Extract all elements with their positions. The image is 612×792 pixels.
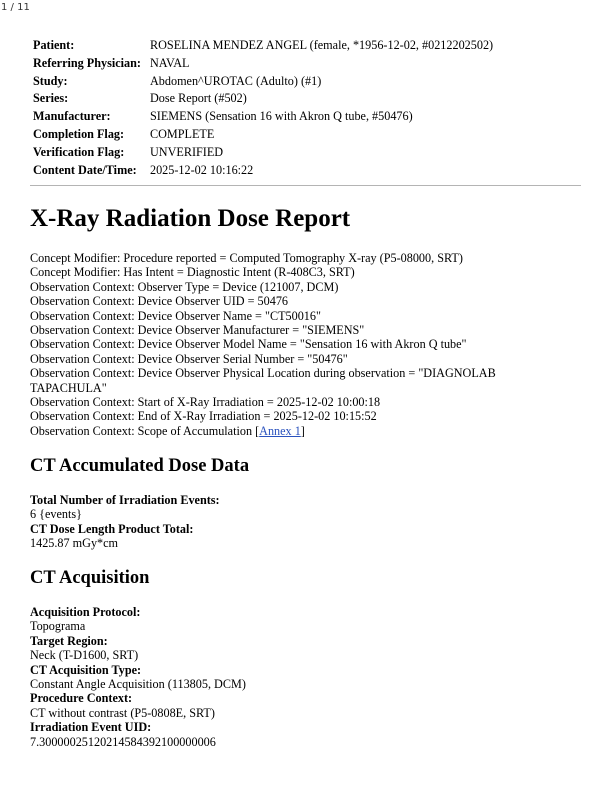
field-label: Procedure Context:	[30, 691, 133, 706]
observation-line: Observation Context: Device Observer Name = "CT50016"	[30, 308, 321, 323]
observation-line: Observation Context: Start of X-Ray Irradiation = 2025-12-02 10:00:18	[30, 395, 381, 410]
header-value: COMPLETE	[149, 126, 215, 141]
field-value: CT without contrast (P5-0808E, SRT)	[30, 705, 215, 720]
field-label: Irradiation Event UID:	[30, 720, 152, 735]
field-label: Acquisition Protocol:	[30, 605, 141, 619]
scope-suffix: ]	[300, 423, 305, 438]
observation-line: Observation Context: Device Observer Physical Location during observation = "DIAGNOLAB TAPACHULA"	[30, 366, 496, 395]
observation-line: Observation Context: Device Observer Manufacturer = "SIEMENS"	[30, 323, 365, 338]
observation-line: Observation Context: Device Observer Serial Number = "50476"	[30, 351, 348, 366]
header-row-referring-physician	[30, 55, 496, 73]
header-row-completion-flag	[30, 126, 496, 144]
field-value: 7.30000025120214584392100000006	[30, 734, 216, 749]
header-row-study	[30, 73, 496, 91]
header-label: Completion Flag:	[33, 126, 125, 141]
field-label: Total Number of Irradiation Events:	[30, 493, 220, 507]
scope-prefix: Observation Context: Scope of Accumulation [	[30, 423, 260, 438]
observation-line: Observation Context: Observer Type = Device (121007, DCM)	[30, 279, 339, 294]
field-label: Target Region:	[30, 633, 108, 648]
header-label: Study:	[33, 73, 68, 88]
header-row-series	[30, 90, 496, 108]
report-header-table	[30, 37, 496, 179]
header-row-content-datetime	[30, 162, 496, 180]
ct-acquisition-data	[30, 605, 246, 749]
header-label: Manufacturer:	[33, 109, 111, 124]
header-divider	[30, 185, 581, 186]
field-label: CT Dose Length Product Total:	[30, 521, 194, 536]
header-row-patient	[30, 37, 496, 55]
header-value: ROSELINA MENDEZ ANGEL (female, *1956-12-02, #0212202502)	[149, 38, 494, 52]
header-value: 2025-12-02 10:16:22	[149, 162, 254, 177]
field-value: Constant Angle Acquisition (113805, DCM)	[30, 677, 246, 692]
header-value: SIEMENS (Sensation 16 with Akron Q tube, #50476)	[149, 109, 413, 124]
observation-line: Concept Modifier: Has Intent = Diagnostic Intent (R-408C3, SRT)	[30, 265, 355, 280]
report-title: X-Ray Radiation Dose Report	[30, 205, 351, 232]
page-indicator: 1 / 11	[1, 2, 30, 13]
field-value: 6 {events}	[30, 507, 82, 522]
header-label: Referring Physician:	[33, 55, 141, 70]
header-label: Patient:	[33, 38, 75, 52]
header-value: Abdomen^UROTAC (Adulto) (#1)	[149, 73, 322, 88]
field-value: 1425.87 mGy*cm	[30, 536, 119, 551]
header-label: Verification Flag:	[33, 144, 125, 159]
field-value: Topograma	[30, 619, 86, 634]
observation-line: Concept Modifier: Procedure reported = Computed Tomography X-ray (P5-08000, SRT)	[30, 251, 463, 265]
observation-context-list	[30, 251, 550, 438]
accumulated-dose-data	[30, 493, 220, 551]
header-row-verification-flag	[30, 144, 496, 162]
annex-1-link[interactable]: Annex 1	[259, 423, 301, 438]
header-label: Content Date/Time:	[33, 162, 137, 177]
field-value: Neck (T-D1600, SRT)	[30, 648, 139, 663]
header-row-manufacturer	[30, 108, 496, 126]
scope-of-accumulation-line	[30, 424, 550, 438]
header-value: Dose Report (#502)	[149, 91, 247, 106]
field-label: CT Acquisition Type:	[30, 662, 142, 677]
observation-line: Observation Context: Device Observer Model Name = "Sensation 16 with Akron Q tube"	[30, 337, 467, 352]
header-value: NAVAL	[149, 55, 190, 70]
section-heading-accumulated-dose: CT Accumulated Dose Data	[30, 456, 250, 476]
header-value: UNVERIFIED	[149, 144, 224, 159]
header-label: Series:	[33, 91, 69, 106]
observation-line: Observation Context: End of X-Ray Irradiation = 2025-12-02 10:15:52	[30, 409, 377, 424]
observation-line: Observation Context: Device Observer UID = 50476	[30, 294, 289, 309]
section-heading-ct-acquisition: CT Acquisition	[30, 568, 150, 588]
